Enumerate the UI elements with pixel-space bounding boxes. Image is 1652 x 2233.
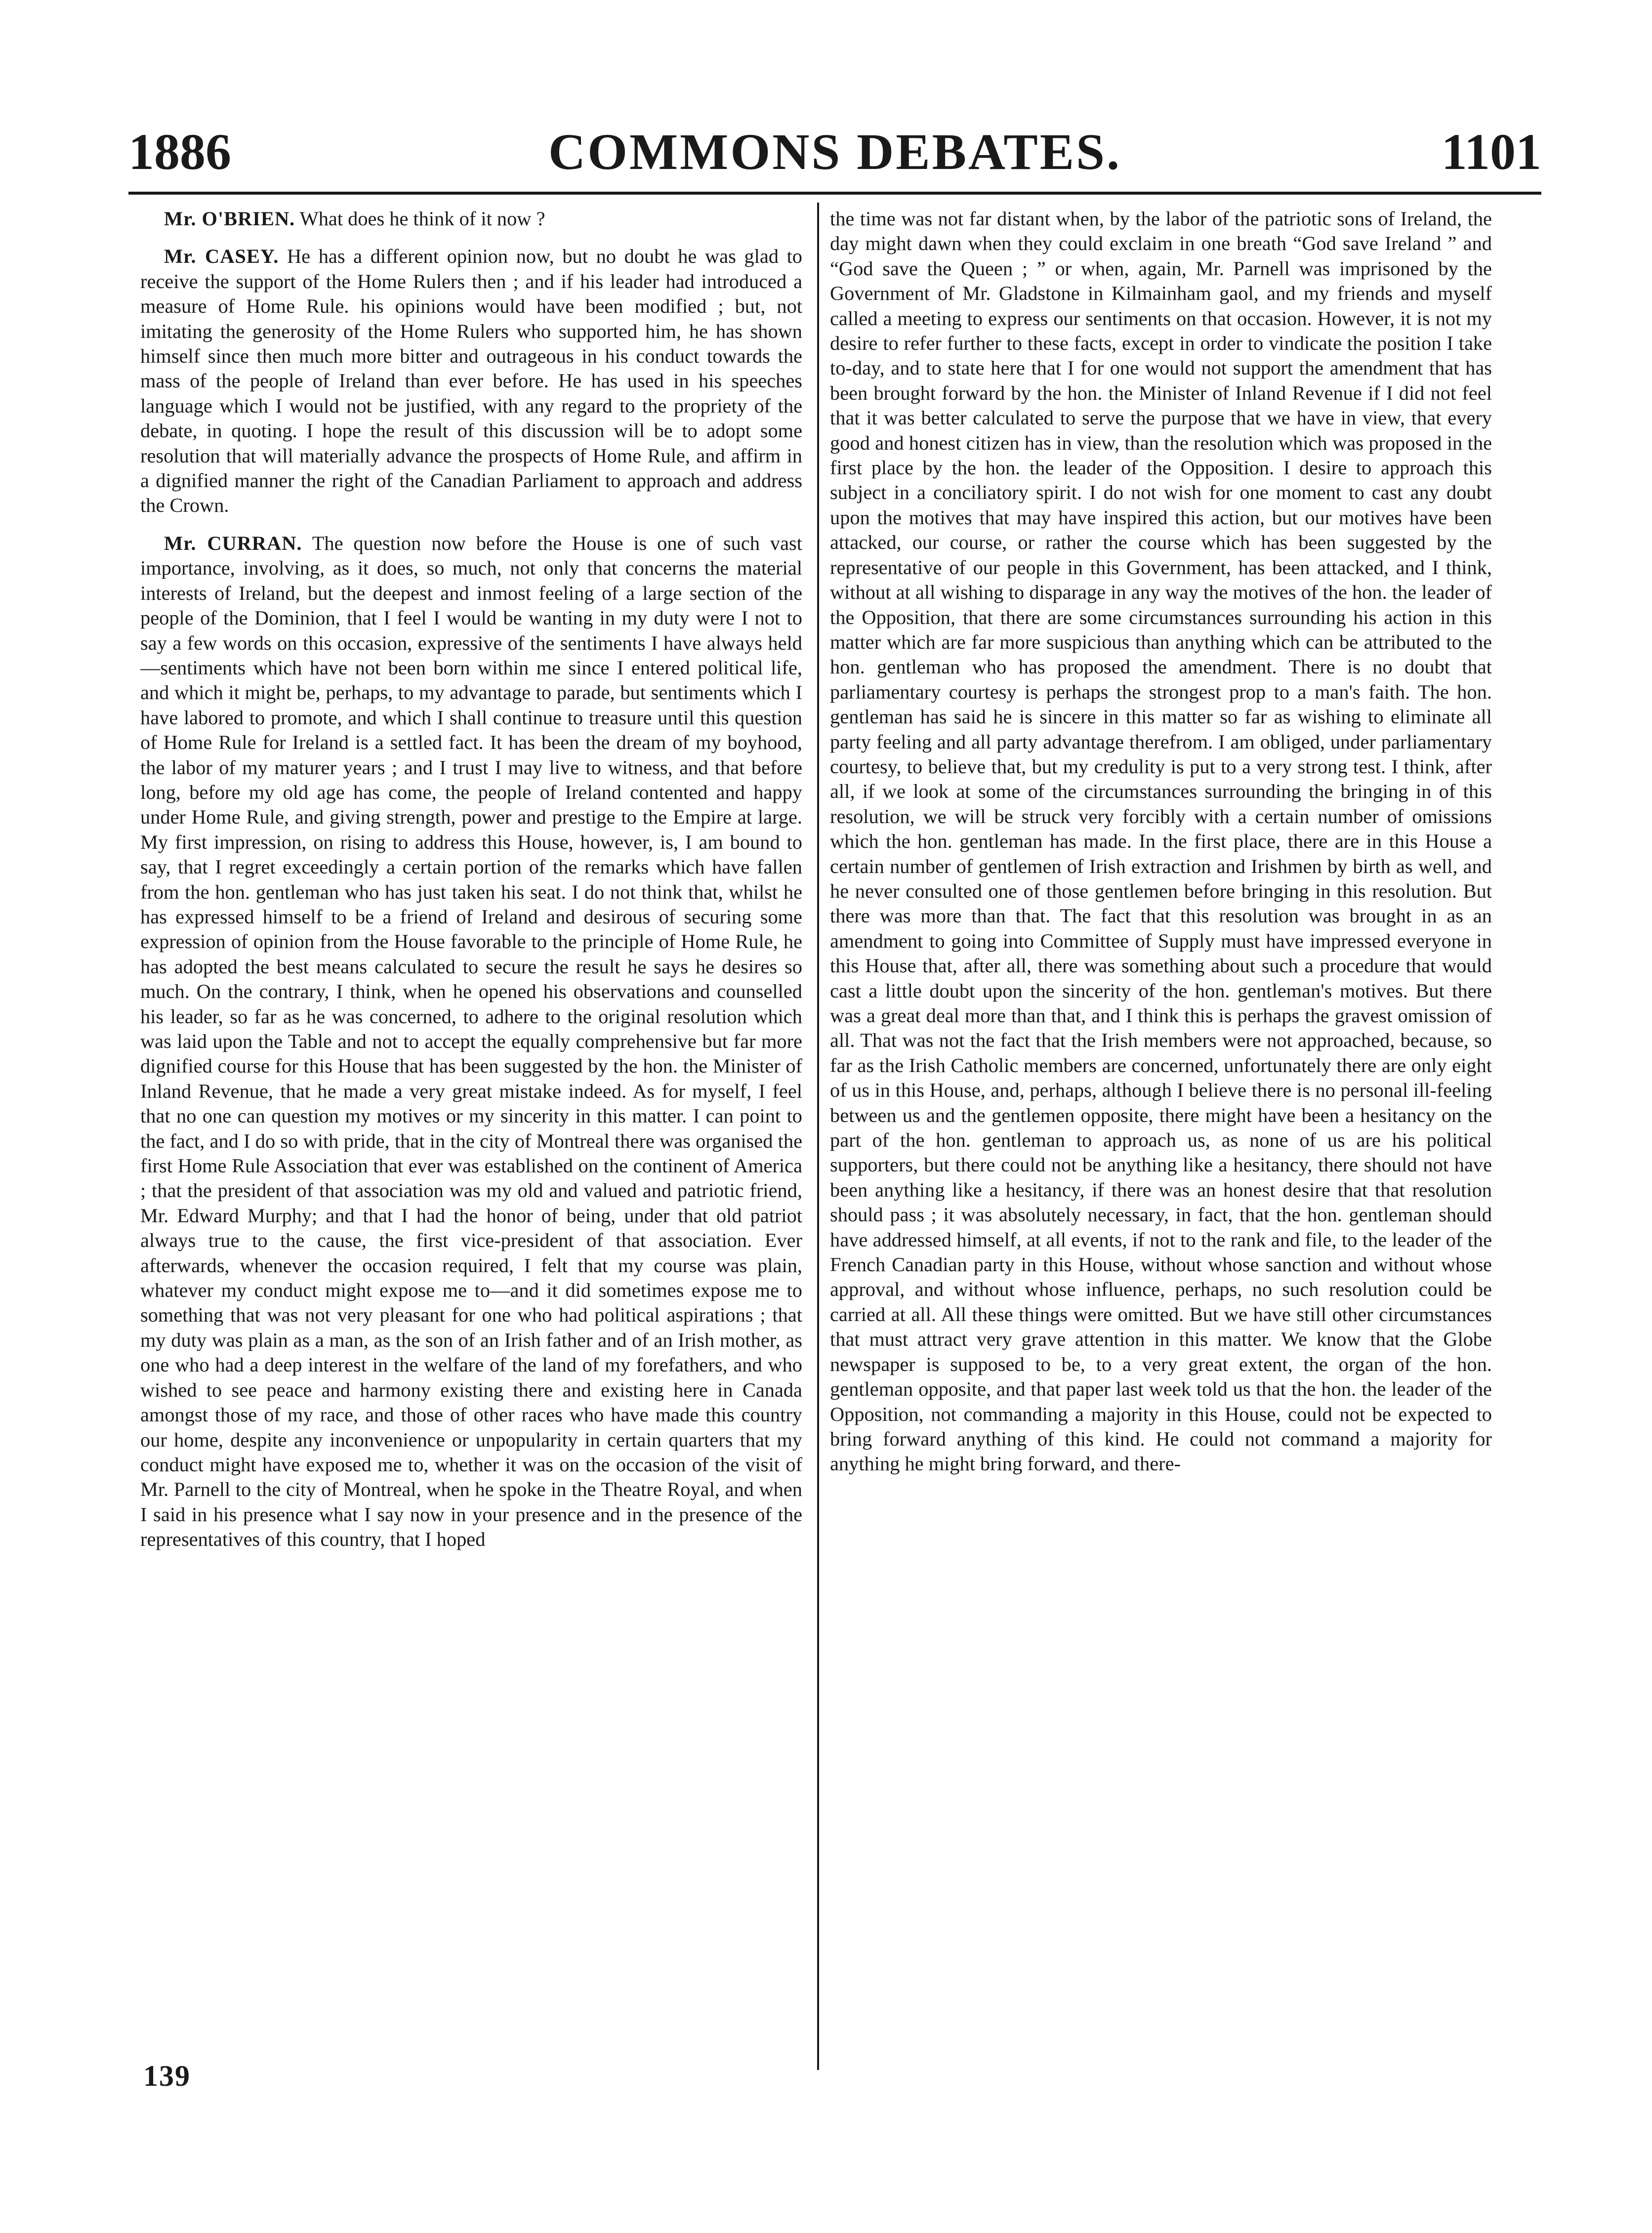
signature-mark: 139 [143, 2060, 191, 2092]
page-header [128, 123, 1541, 192]
paragraph-curran-continued: the time was not far distant when, by the labor of the patriotic sons of Ireland, the day might dawn when they could exclaim in one breath “God save Ireland ” and “God save the Queen ; ” or when, again, Mr. Parnell was imprisoned by the Government of Mr. Gladstone in Kilmainham gaol, and my friends and myself called a meeting to express our sentiments on that occasion. However, it is not my desire to refer further to these facts, except in order to vindicate the position I take to-day, and to state here that I for one would not support the amendment that has been brought forward by the hon. the Minister of Inland Revenue if I did not feel that it was better calculated to serve the purpose that we have in view, that every good and honest citizen has in view, than the resolution which was proposed in the first place by the hon. the leader of the Opposition. I desire to approach this subject in a conciliatory spirit. I do not wish for one moment to cast any doubt upon the motives that may have inspired this action, but our motives have been attacked, our course, or rather the course which has been suggested by the representative of our people in this Government, has been attacked, and I think, without at all wishing to disparage in any way the motives of the hon. the leader of the Opposition, that there are some circumstances surrounding his action in this matter which are far more suspicious than anything which can be attributed to the hon. gentleman who has proposed the amendment. There is no doubt that parliamentary courtesy is perhaps the strongest prop to a man's faith. The hon. gentleman has said he is sincere in this matter so far as wishing to eliminate all party feeling and all party advantage therefrom. I am obliged, under parliamentary courtesy, to believe that, but my credulity is put to a very strong test. I think, after all, if we look at some of the circumstances surrounding the bringing in of this resolution, we will be struck very forcibly with a certain number of omissions which the hon. gentleman has made. In the first place, there are in this House a certain number of gentlemen of Irish extraction and Irishmen by birth as well, and he never consulted one of those gentlemen before bringing in this resolution. But there was more than that. The fact that this resolution was brought in as an amendment to going into Committee of Supply must have impressed everyone in this House that, after all, there was something about such a procedure that would cast a little doubt upon the sincerity of the hon. gentleman's motives. But there was a great deal more than that, and I think this is perhaps the gravest omission of all. That was not the fact that the Irish members were not approached, because, so far as the Irish Catholic members are concerned, unfortunately there are only eight of us in this House, and, perhaps, although I believe there is no personal ill-feeling between us and the gentlemen opposite, there might have been a hesitancy on the part of the hon. gentleman to approach us, as none of us are his political supporters, but there could not be anything like a hesitancy, there should not have been anything like a hesitancy, if there was an honest desire that that resolution should pass ; it was absolutely necessary, in fact, that the hon. gentleman should have addressed himself, at all events, if not to the rank and file, to the leader of the French Canadian party in this House, without whose sanction and without whose approval, and without whose influence, perhaps, no such resolution could be carried at all. All these things were omitted. But we have still other circumstances that must attract very grave attention in this matter. We know that the Globe newspaper is supposed to be, to a very great extent, the organ of the hon. gentleman opposite, and that paper last week told us that the hon. the leader of the Opposition, not commanding a majority in this House, could not be expected to bring forward anything of this kind. He could not command a majority for anything he might bring forward, and there- [830, 207, 1492, 1475]
header-year: 1886 [128, 124, 231, 180]
speaker-name: Mr. O'BRIEN. [164, 207, 295, 230]
right-column [830, 207, 1492, 2084]
header-rule [128, 192, 1541, 195]
header-page-number: 1101 [1441, 124, 1541, 180]
speech-text: He has a different opinion now, but no doubt he was glad to receive the support of the Home Rulers then ; and if his leader had introduced a measure of Home Rule. his opinions would have been modified ; but, not imitating the generosity of the Home Rulers who supported him, he has shown himself since then much more bitter and outrageous in his conduct towards the mass of the people of Ireland than ever before. He has used in his speeches language which I would not be justified, with any regard to the propriety of the debate, in quoting. I hope the result of this discussion will be to adopt some resolution that will materially advance the prospects of Home Rule, and affirm in a dignified manner the right of the Canadian Parliament to approach and address the Crown. [140, 245, 802, 517]
column-separator [817, 203, 819, 2070]
paragraph-curran [140, 531, 802, 1552]
paragraph-casey [140, 244, 802, 518]
speech-text: What does he think of it now ? [295, 207, 545, 230]
left-column [140, 207, 802, 2084]
speech-text: The question now before the House is one of such vast importance, involving, as it does, so much, not only that concerns the material interests of Ireland, but the deepest and inmost feeling of a large section of the people of the Dominion, that I feel I would be wanting in my duty were I not to say a few words on this occasion, expressive of the sentiments I have always held—sentiments which have not been born within me since I entered political life, and which it might be, perhaps, to my advantage to parade, but sentiments which I have labored to promote, and which I shall continue to treasure until this question of Home Rule for Ireland is a settled fact. It has been the dream of my boyhood, the labor of my maturer years ; and I trust I may live to witness, and that before long, before my old age has come, the people of Ireland contented and happy under Home Rule, and giving strength, power and prestige to the Empire at large. My first impression, on rising to address this House, however, is, I am bound to say, that I regret exceedingly a certain portion of the remarks which have fallen from the hon. gentleman who has just taken his seat. I do not think that, whilst he has expressed himself to be a friend of Ireland and desirous of securing some expression of opinion from the House favorable to the principle of Home Rule, he has adopted the best means calculated to secure the result he says he desires so much. On the contrary, I think, when he opened his observations and counselled his leader, so far as he was concerned, to adhere to the original resolution which was laid upon the Table and not to accept the equally comprehensive but far more dignified course for this House that has been suggested by the hon. the Minister of Inland Revenue, that he made a very great mistake indeed. As for myself, I feel that no one can question my motives or my sincerity in this matter. I can point to the fact, and I do so with pride, that in the city of Montreal there was organised the first Home Rule Association that ever was established on the continent of America ; that the president of that association was my old and valued and patriotic friend, Mr. Edward Murphy; and that I had the honor of being, under that old patriot always true to the cause, the first vice-president of that association. Ever afterwards, whenever the occasion required, I felt that my course was plain, whatever my conduct might expose me to—and it did sometimes expose me to something that was not very pleasant for one who had political aspirations ; that my duty was plain as a man, as the son of an Irish father and of an Irish mother, as one who had a deep interest in the welfare of the land of my forefathers, and who wished to see peace and harmony existing there and existing here in Canada amongst those of my race, and those of other races who have made this country our home, despite any inconvenience or unpopularity in certain quarters that my conduct might have exposed me to, whether it was on the occasion of the visit of Mr. Parnell to the city of Montreal, when he spoke in the Theatre Royal, and when I said in his presence what I say now in your presence and in the presence of the representatives of this country, that I hoped [140, 532, 802, 1551]
header-title: COMMONS DEBATES. [548, 124, 1121, 180]
speaker-name: Mr. CURRAN. [164, 532, 302, 554]
speaker-name: Mr. CASEY. [164, 245, 279, 268]
paragraph-obrien [140, 207, 802, 231]
